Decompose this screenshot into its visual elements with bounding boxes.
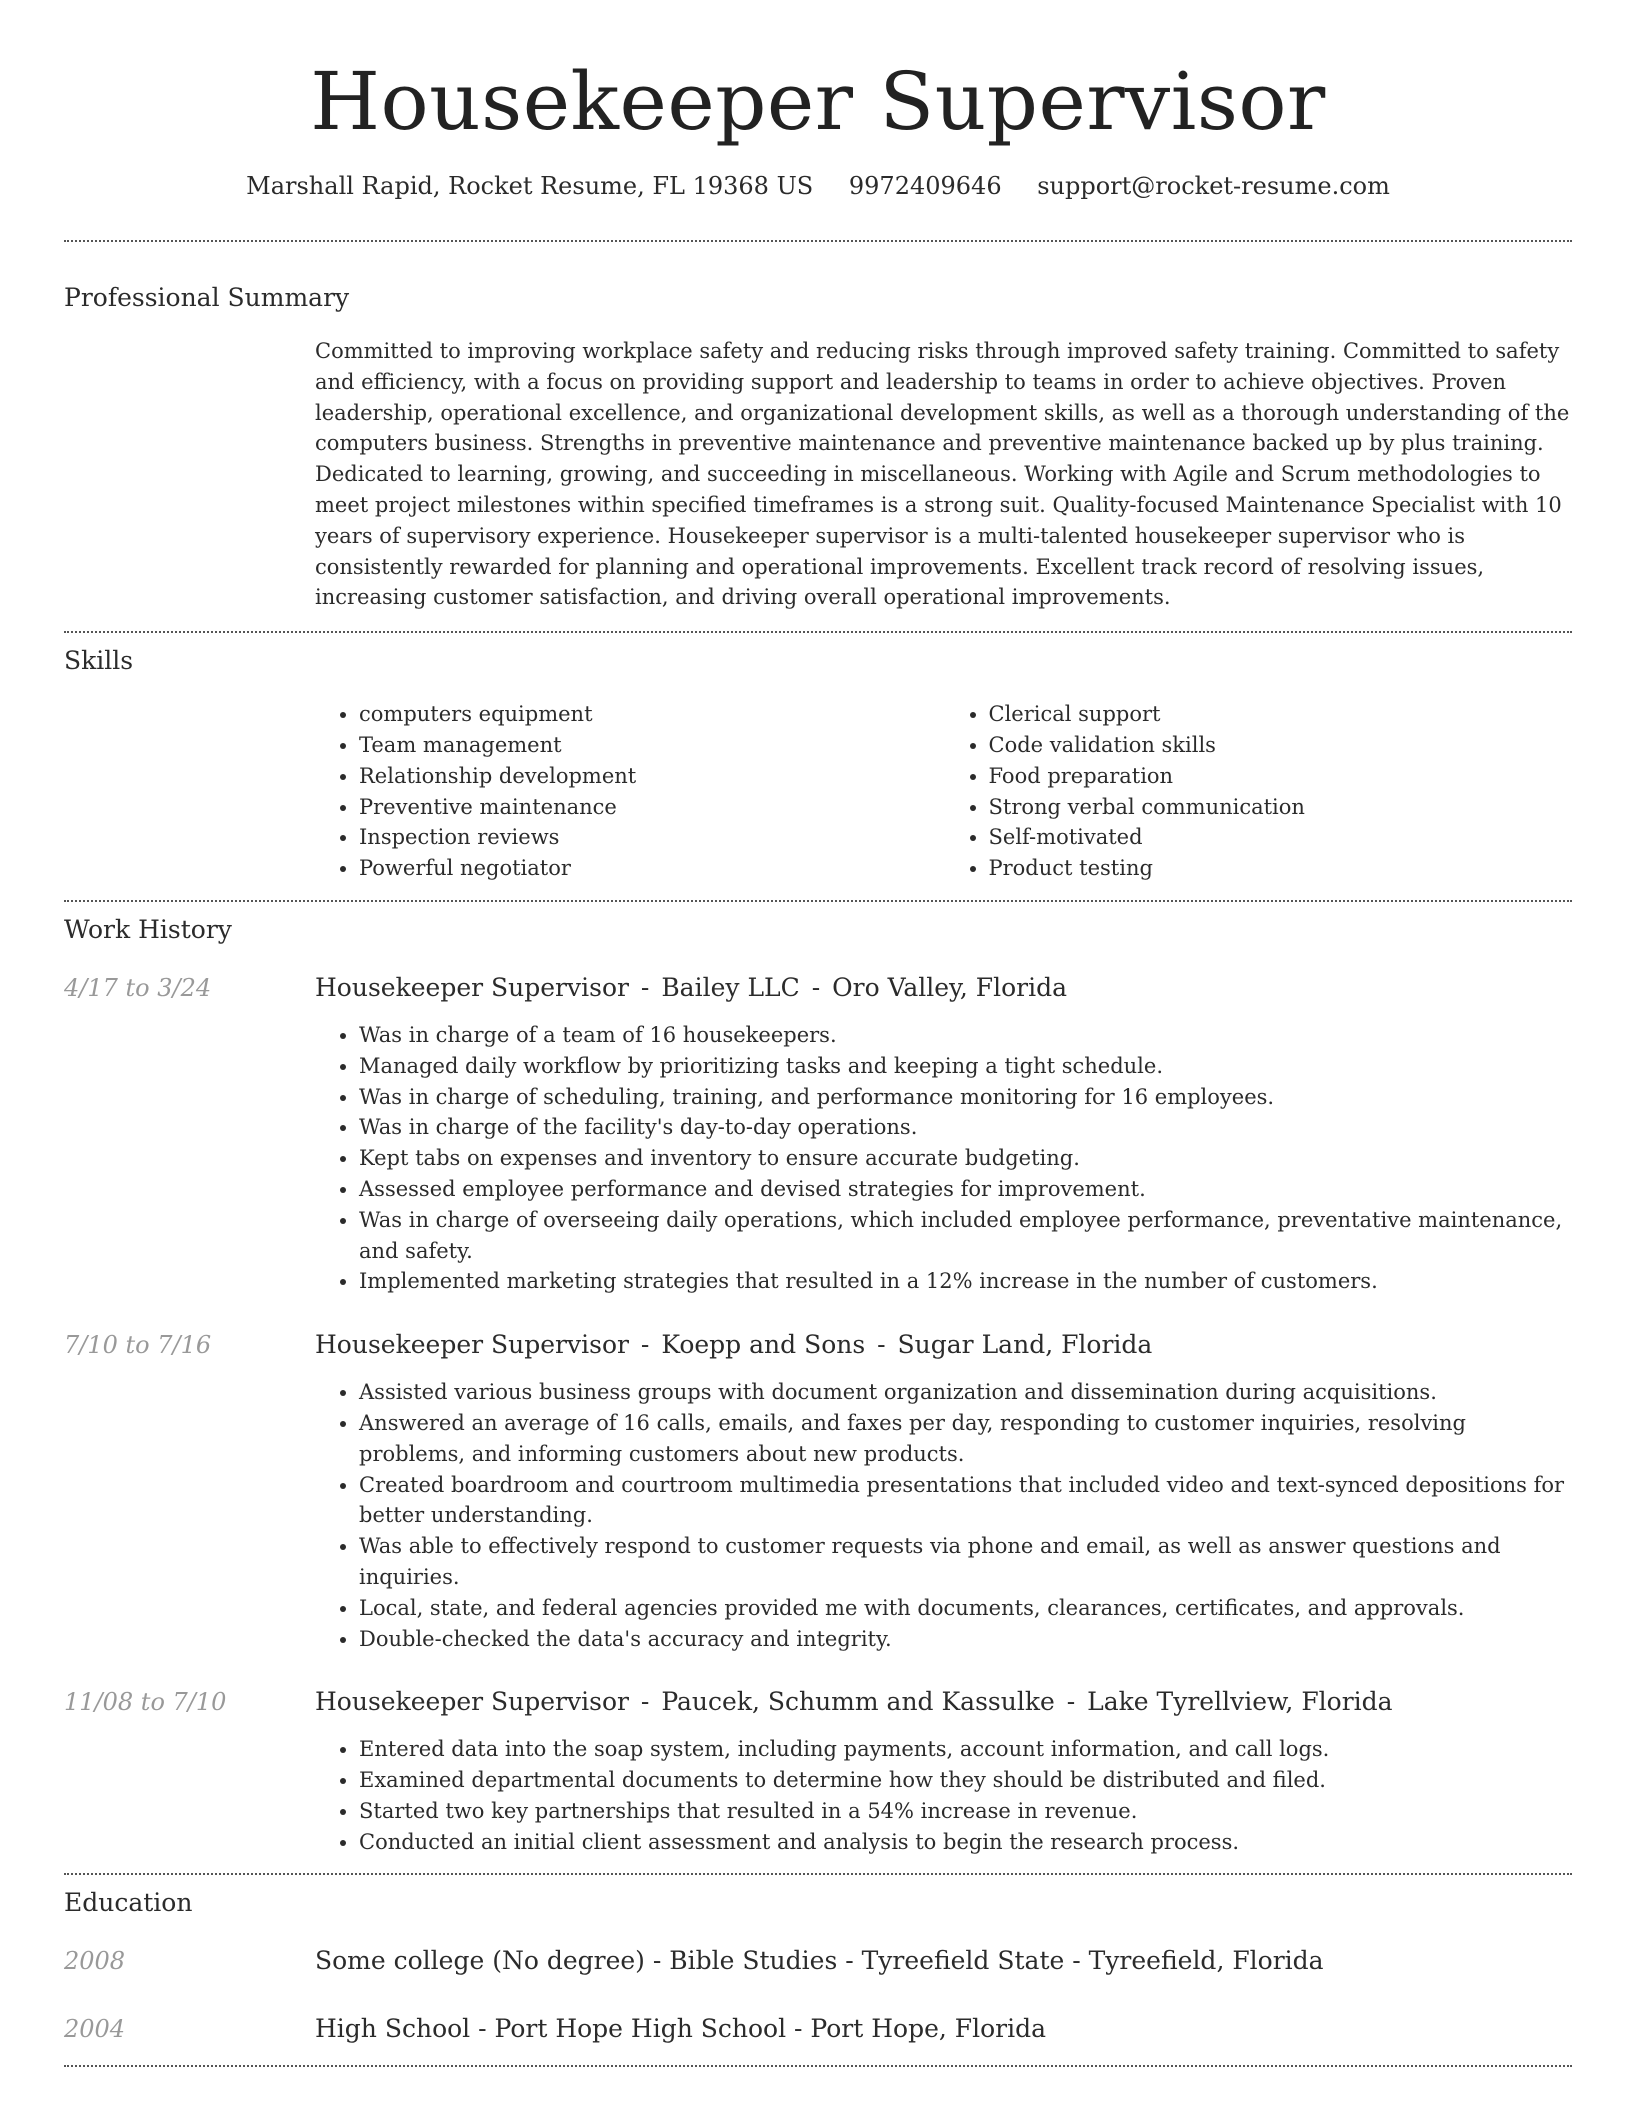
job-role: Housekeeper Supervisor [315,1330,629,1360]
skills-grid [315,699,1572,884]
job-role: Housekeeper Supervisor [315,972,629,1002]
job-bullet: • Local, state, and federal agencies provided me with documents, clearances, certificates, and approvals. [359,1593,1572,1624]
education-section [64,1887,1572,2045]
summary-section [64,282,1572,613]
skill-item: • Preventive maintenance [359,792,943,823]
job-entry [64,1329,1572,1654]
skill-item: • Self-motivated [989,822,1573,853]
separator: - [811,972,821,1002]
job-bullet: • Started two key partnerships that resulted in a 54% increase in revenue. [359,1796,1572,1827]
section-title-summary: Professional Summary [64,283,350,312]
skill-item: • Relationship development [359,761,943,792]
skill-item: • Strong verbal communication [989,792,1573,823]
job-entry [64,1686,1572,1857]
separator: - [640,1687,650,1717]
job-title [315,1686,1572,1718]
skill-item: • Food preparation [989,761,1573,792]
job-bullets [315,1020,1572,1297]
job-bullet: • Double-checked the data's accuracy and integrity. [359,1624,1572,1655]
job-location: Sugar Land, Florida [897,1330,1153,1360]
education-text: Some college (No degree) - Bible Studies - Tyreefield State - Tyreefield, Florida [315,1946,1324,1976]
skill-item: • Product testing [989,853,1573,884]
job-company: Paucek, Schumm and Kassulke [661,1687,1055,1717]
job-bullet: • Entered data into the soap system, including payments, account information, and call logs. [359,1734,1572,1765]
job-bullet: • Was in charge of scheduling, training, and performance monitoring for 16 employees. [359,1082,1572,1113]
job-bullet: • Kept tabs on expenses and inventory to ensure accurate budgeting. [359,1143,1572,1174]
job-bullet: • Examined departmental documents to determine how they should be distributed and filed. [359,1765,1572,1796]
address: Marshall Rapid, Rocket Resume, FL 19368 US [246,172,814,200]
skill-item: • Inspection reviews [359,822,943,853]
job-dates: 11/08 to 7/10 [64,1688,227,1717]
separator: - [640,972,650,1002]
skills-section [64,645,1572,884]
separator: - [877,1330,886,1360]
job-bullet: • Assessed employee performance and devised strategies for improvement. [359,1174,1572,1205]
divider [64,631,1572,633]
phone: 9972409646 [848,172,1002,200]
skills-list-right [943,699,1573,884]
job-title [315,1329,1572,1361]
job-bullet: • Managed daily workflow by prioritizing tasks and keeping a tight schedule. [359,1051,1572,1082]
divider [64,2065,1572,2067]
skill-item: • computers equipment [359,699,943,730]
work-history-section [64,914,1572,1858]
section-title-work: Work History [64,914,232,944]
skills-list-left [315,699,943,884]
skill-item: • Team management [359,730,943,761]
education-year: 2004 [64,2015,126,2044]
job-dates: 4/17 to 3/24 [64,973,212,1002]
job-bullets [315,1734,1572,1857]
job-role: Housekeeper Supervisor [315,1687,629,1717]
skill-item: • Powerful negotiator [359,853,943,884]
job-entry [64,972,1572,1297]
job-bullet: • Implemented marketing strategies that resulted in a 12% increase in the number of customers. [359,1266,1572,1297]
education-text: High School - Port Hope High School - Port Hope, Florida [315,2014,1047,2044]
summary-text: Committed to improving workplace safety and reducing risks through improved safety training. Committed to safety and efficiency, with a focus on providing support and leadership to teams in order to achieve objectives. Proven leadership, operational excellence, and organizational development skills, as well as a thorough understanding of the computers business. Strengths in preventive maintenance and preventive maintenance backed up by plus training. Dedicated to learning, growing, and succeeding in miscellaneous. Working with Agile and Scrum methodologies to meet project milestones within specified timeframes is a strong suit. Quality-focused Maintenance Specialist with 10 years of supervisory experience. Housekeeper supervisor is a multi-talented housekeeper supervisor who is consistently rewarded for planning and operational improvements. Excellent track record of resolving issues, increasing customer satisfaction, and driving overall operational improvements. [315,339,1570,610]
job-bullet: • Assisted various business groups with document organization and dissemination during acquisitions. [359,1377,1572,1408]
education-year: 2008 [64,1947,126,1976]
email: support@rocket-resume.com [1037,172,1390,200]
divider [64,900,1572,902]
job-bullet: • Created boardroom and courtroom multimedia presentations that included video and text-synced depositions for better understanding. [359,1470,1572,1532]
job-location: Oro Valley, Florida [832,972,1067,1002]
divider [64,1873,1572,1875]
divider [64,240,1572,242]
contact-line [64,170,1572,202]
skill-item: • Clerical support [989,699,1573,730]
job-bullet: • Was in charge of overseeing daily operations, which included employee performance, preventative maintenance, and safety. [359,1205,1572,1267]
section-title-education: Education [64,1888,193,1918]
education-entry [64,2013,1572,2045]
education-entry [64,1945,1572,1977]
job-bullet: • Answered an average of 16 calls, emails, and faxes per day, responding to customer inquiries, resolving problems, and informing customers about new products. [359,1408,1572,1470]
job-bullet: • Was in charge of the facility's day-to-day operations. [359,1112,1572,1143]
job-location: Lake Tyrellview, Florida [1087,1687,1393,1717]
skill-item: • Code validation skills [989,730,1573,761]
resume-header [64,0,1572,202]
job-company: Koepp and Sons [661,1330,866,1360]
separator: - [1066,1687,1076,1717]
job-bullet: • Was in charge of a team of 16 housekeepers. [359,1020,1572,1051]
job-bullets [315,1377,1572,1654]
job-bullet: • Was able to effectively respond to customer requests via phone and email, as well as answer questions and inquiries. [359,1531,1572,1593]
resume-page [64,0,1572,2067]
job-company: Bailey LLC [661,972,800,1002]
job-dates: 7/10 to 7/16 [64,1331,212,1360]
candidate-name: Housekeeper Supervisor [310,55,1326,148]
section-title-skills: Skills [64,646,134,676]
separator: - [640,1330,650,1360]
job-bullet: • Conducted an initial client assessment and analysis to begin the research process. [359,1827,1572,1858]
job-title [315,972,1572,1004]
